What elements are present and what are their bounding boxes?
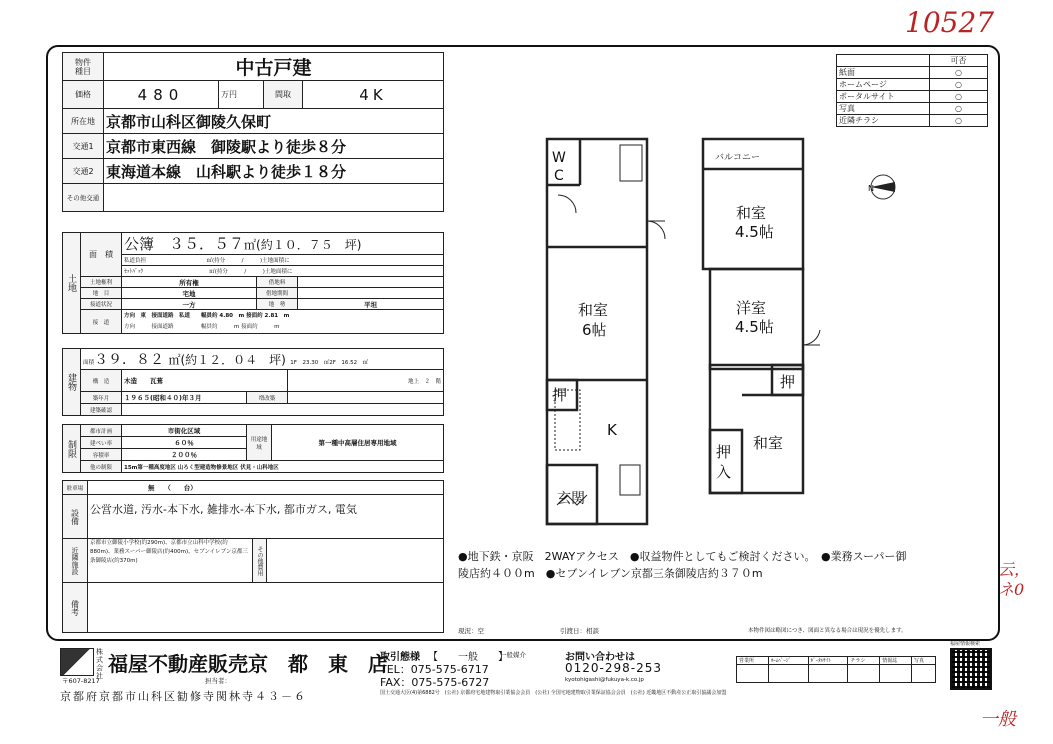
notes-line2: 陵店約４００m ●セブンイレブン京都三条御陵店約３７０m	[458, 567, 763, 580]
stamp-table	[736, 656, 936, 683]
transaction-value: 【 一般 】	[428, 652, 508, 663]
nearby-label: 近隣施設	[63, 539, 88, 583]
access2-value: 東海道本線 山科駅より徒歩１８分	[104, 159, 444, 184]
zone-label: 用途地域	[247, 425, 272, 461]
property-summary-table	[62, 52, 444, 212]
type-label: 物件 種目	[63, 53, 104, 81]
lease-label: 借地料	[257, 277, 298, 288]
company-name: 福屋不動産販売	[108, 652, 248, 676]
north-arrow-icon	[868, 172, 898, 202]
confirm-label: 建築確認	[81, 404, 122, 416]
media-row-1: ホームページ	[837, 79, 930, 91]
address-value: 京都市山科区御陵久保町	[104, 109, 444, 134]
stamp-col-1: ﾎｰﾑﾍﾟｰｼﾞ	[768, 657, 808, 665]
media-row-4: 近隣チラシ	[837, 115, 930, 127]
rights-value: 所有権	[122, 277, 257, 288]
tel-number: TEL：075-575-6717	[380, 663, 489, 676]
floor-plan	[540, 135, 840, 530]
structure-label: 構 造	[81, 370, 122, 392]
category-label: 地 目	[81, 288, 122, 299]
free-dial-number: 0120-298-253	[565, 661, 663, 675]
north-letter: N	[868, 184, 874, 193]
handwritten-id: 10527	[905, 6, 995, 39]
mediation-type: 一般媒介	[500, 651, 526, 659]
road-status-label: 接道状況	[81, 299, 122, 310]
address-label: 所在地	[63, 109, 104, 134]
access1-label: 交通1	[63, 134, 104, 159]
built-label: 築年月	[81, 392, 122, 404]
setback-label: ｾｯﾄﾊﾞｯｸ	[124, 269, 144, 275]
access2-label: 交通2	[63, 159, 104, 184]
free-dial-label: お問い合わせは	[565, 652, 635, 663]
coverage-value: ６０％	[122, 437, 247, 449]
terrain-label: 地 勢	[257, 299, 298, 310]
fax-number: FAX：075-575-6727	[380, 676, 490, 689]
email-address: kyotohigashi@fukuya-k.co.jp	[565, 677, 644, 683]
road2-value: 方向 接面道路 幅員約 m 接面約 m	[124, 323, 280, 330]
lease-period-label: 借地期間	[257, 288, 298, 299]
other-restriction-label: 他の制限	[81, 461, 122, 473]
company-form: 株式会社	[96, 648, 103, 680]
other-restriction-value: 15m第一種高度地区 山ろく型建造物修景地区 伏見・山科地区	[122, 461, 444, 473]
coverage-label: 建ぺい率	[81, 437, 122, 449]
land-area-value: 公簿 ３５．５７	[124, 235, 245, 253]
media-mark-4: ○	[930, 115, 988, 127]
facilities-value: 公営水道, 汚水-本下水, 雑排水-本下水, 都市ガス, 電気	[88, 495, 444, 539]
stamp-col-5: 写真	[912, 657, 936, 665]
built-value: １９６５(昭和４０)年３月	[122, 392, 247, 404]
terrain-value: 平坦	[298, 299, 444, 310]
facilities-label: 設備	[63, 495, 88, 539]
stories-value: 地上 ２ 階	[288, 370, 444, 392]
room-oshiire-2: 入	[716, 463, 732, 481]
notes-line1: ●地下鉄・京阪 2WAYアクセス ●収益物件としてもご検討ください。 ●業務スーパー御	[458, 550, 907, 563]
road-label: 接 道	[81, 310, 122, 334]
qr-label: 福屋情報検索	[950, 641, 981, 647]
handwritten-general: 一般	[980, 709, 1016, 730]
room-washitsu-6-size: 6帖	[582, 321, 607, 339]
room-yoshitsu-label: 洋室	[736, 299, 767, 317]
company-address: 京都府京都市山科区勧修寺関林寺４３－６	[60, 690, 307, 703]
zone-value: 第一種中高層住居専用地域	[272, 425, 444, 461]
regulation-table	[62, 424, 444, 473]
building-table	[62, 348, 444, 416]
room-wc-w: W	[552, 150, 566, 166]
current-status: 現況：空	[458, 627, 484, 635]
handwritten-remark: 云，ネ0	[998, 560, 1031, 599]
price-value: 480	[104, 81, 219, 109]
media-mark-0: ○	[930, 67, 988, 79]
city-plan-value: 市街化区域	[122, 425, 247, 437]
layout-label: 間取	[264, 81, 303, 109]
media-row-0: 紙面	[837, 67, 930, 79]
transaction-label: 取引態様	[380, 652, 420, 663]
misc-table	[62, 480, 444, 633]
regulation-section-label: 制限	[63, 425, 81, 473]
building-area-label: 面積	[83, 360, 95, 366]
far-value: ２００％	[122, 449, 247, 461]
price-label: 価格	[63, 81, 104, 109]
company-logo	[60, 648, 94, 676]
private-road-label: 私道負担	[124, 258, 147, 264]
other-cost-label: その他費用	[253, 539, 267, 583]
room-balcony: バルコニー	[715, 153, 761, 163]
city-plan-label: 都市計画	[81, 425, 122, 437]
qr-code	[950, 648, 992, 690]
building-section-label: 建物	[63, 349, 81, 416]
land-area-unit: ㎡(約１０．７５ 坪)	[244, 238, 362, 252]
far-label: 容積率	[81, 449, 122, 461]
media-header: 可否	[930, 55, 988, 67]
other-access-label: その他交通	[63, 184, 104, 212]
layout-value: 4K	[303, 81, 444, 109]
land-area-label: 面 積	[81, 233, 122, 277]
stamp-col-3: チラシ	[848, 657, 880, 665]
media-mark-1: ○	[930, 79, 988, 91]
handover-date: 引渡日：相談	[560, 627, 599, 635]
floor-areas: 1F 23.30 ㎡2F 16.52 ㎡	[290, 360, 369, 366]
land-table	[62, 232, 444, 334]
association-info: 国土交通大臣(4)第6882号 (公社) 京都府宅地建物取引業協会会員 (公社) 全国宅地建物取引業保証協会会員 (公社) 近畿地区不動産公正取引協議会加盟	[380, 690, 727, 696]
media-mark-2: ○	[930, 91, 988, 103]
postal-code: 〒607-8217	[62, 677, 100, 685]
notes-block	[458, 548, 993, 582]
parking-value: 無 （ 台）	[88, 481, 444, 495]
rights-label: 土地権利	[81, 277, 122, 288]
nearby-value: 京都市立御陵小学校(約290m)、京都市立山科中学校(約880m)、業務スーパー御陵店(約400m)、セブンイレブン京都三条御陵店(約370m)	[88, 539, 253, 583]
property-type: 中古戸建	[104, 53, 444, 81]
room-washitsu-45-size: 4.5帖	[735, 223, 774, 241]
access1-value: 京都市東西線 御陵駅より徒歩８分	[104, 134, 444, 159]
staff-label: 担当者：	[205, 677, 231, 685]
road1-value: 方向 東 接面道路 私道 幅員約 4.80 m 接面約 2.81 m	[124, 312, 290, 319]
setback-unit: ㎡(持分 / )土地面積に	[209, 269, 293, 275]
room-washitsu-45-label: 和室	[736, 204, 767, 222]
media-mark-3: ○	[930, 103, 988, 115]
room-wc-c: C	[554, 168, 564, 184]
media-table	[836, 54, 988, 127]
private-road-unit: ㎡(持分 / )土地面積に	[206, 258, 290, 264]
remarks-label: 備考	[63, 583, 88, 633]
room-genkan: 玄関	[557, 491, 585, 507]
room-washitsu-6-label: 和室	[578, 301, 609, 319]
building-area-value: ３９．８２	[94, 352, 165, 368]
land-section-label: 土地	[63, 233, 81, 334]
category-value: 宅地	[122, 288, 257, 299]
stamp-col-0: 営業所	[737, 657, 769, 665]
parking-label: 駐車場	[63, 481, 88, 495]
branch-name: 京 都 東 店	[248, 652, 388, 676]
media-row-2: ポータルサイト	[837, 91, 930, 103]
media-row-3: 写真	[837, 103, 930, 115]
room-kitchen: K	[607, 421, 617, 439]
room-washitsu-small: 和室	[753, 434, 784, 452]
stamp-col-2: ﾎﾟｰﾀﾙｻｲﾄ	[808, 657, 848, 665]
structure-value: 木造 瓦葺	[122, 370, 288, 392]
room-oshiire-1: 押	[716, 443, 732, 461]
building-area-unit: ㎡(約１２．０４ 坪)	[168, 353, 286, 367]
road-status-value: 一方	[122, 299, 257, 310]
room-oshi-2f: 押	[780, 373, 796, 391]
price-unit: 万円	[219, 81, 264, 109]
room-yoshitsu-size: 4.5帖	[735, 318, 774, 336]
disclaimer: 本物件図は略図につき、図面と異なる場合は現況を優先します。	[748, 628, 907, 634]
stamp-col-4: 情報誌	[880, 657, 912, 665]
room-oshi-1f: 押	[552, 386, 568, 404]
renovation-label: 増改築	[247, 392, 288, 404]
